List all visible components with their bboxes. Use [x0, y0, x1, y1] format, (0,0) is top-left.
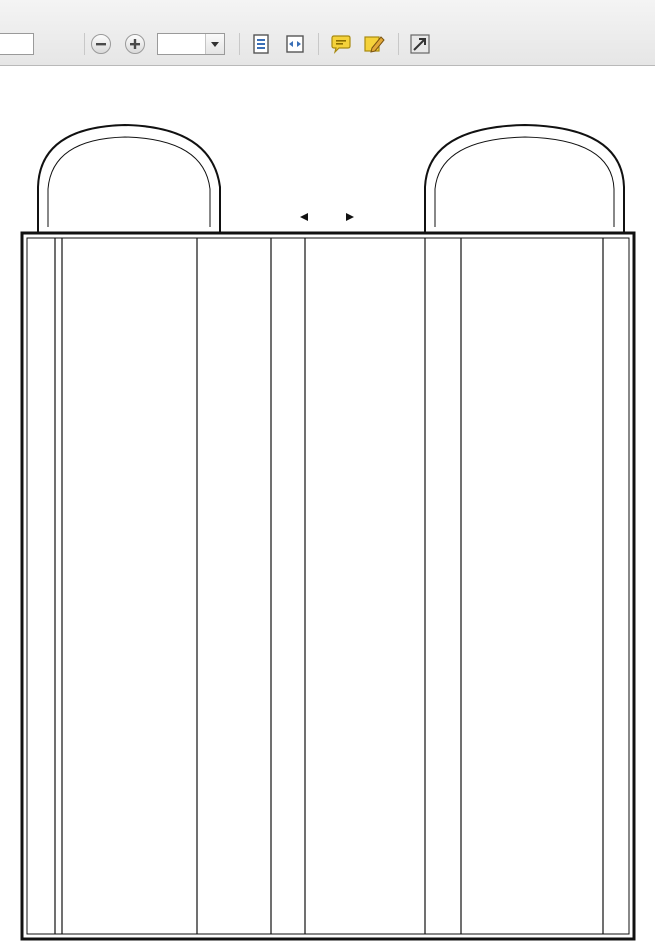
zoom-out-icon — [95, 38, 107, 50]
highlight-icon[interactable] — [362, 32, 386, 56]
fit-page-icon[interactable] — [249, 32, 273, 56]
zoom-in-icon — [129, 38, 141, 50]
right-arch — [425, 125, 624, 232]
zoom-dropdown-button[interactable] — [205, 34, 224, 54]
left-arch — [38, 125, 220, 232]
fullscreen-icon[interactable] — [408, 32, 432, 56]
fit-width-icon[interactable] — [283, 32, 307, 56]
zoom-out-button[interactable] — [91, 34, 111, 54]
zoom-dropdown-icon — [211, 42, 219, 47]
zoom-select[interactable] — [157, 33, 225, 55]
pdf-page-view[interactable] — [0, 67, 655, 950]
toolbar-divider — [398, 33, 399, 55]
toolbar-divider — [84, 33, 85, 55]
manuscript-page — [0, 67, 655, 950]
comment-icon[interactable] — [329, 32, 353, 56]
pdf-toolbar — [0, 0, 655, 66]
toolbar-divider — [318, 33, 319, 55]
page-number-input[interactable] — [0, 33, 34, 55]
zoom-in-button[interactable] — [125, 34, 145, 54]
toolbar-divider — [239, 33, 240, 55]
